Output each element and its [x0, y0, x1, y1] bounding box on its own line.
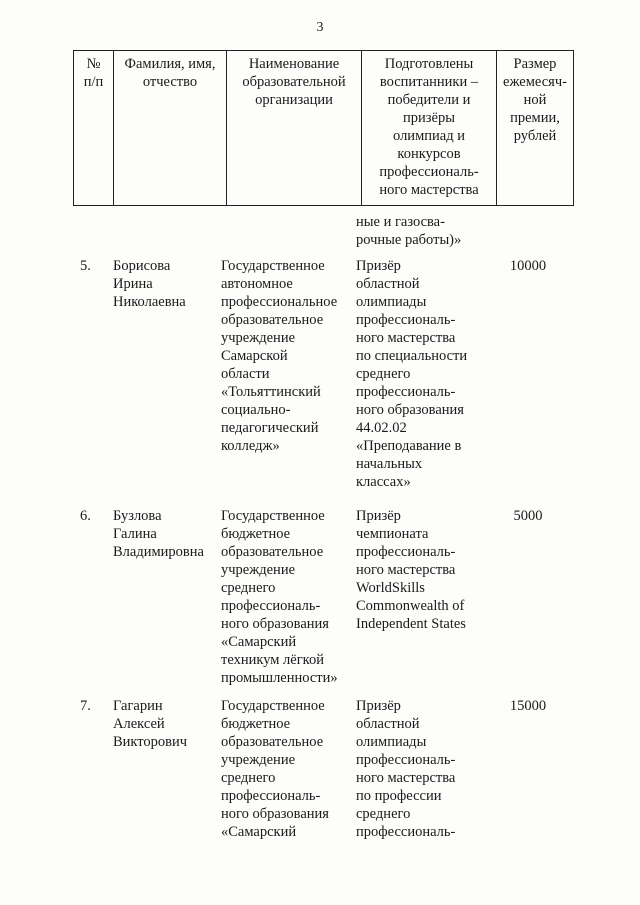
row-achievement: Призёр областной олимпиады профессиональ- ного мастерства по специальности среднего профессиональ- ного образования 44.02.02 «Преподавание в начальных классах» — [356, 258, 468, 490]
row-achievement: Призёр чемпионата профессиональ- ного мастерства WorldSkills Commonwealth of Independent States — [356, 508, 466, 632]
row-organization: Государственное бюджетное образовательное учреждение среднего профессиональ- ного образования «Самарский — [221, 698, 329, 840]
row-name: Гагарин Алексей Викторович — [113, 698, 188, 750]
header-organization: Наименование образовательной организации — [227, 51, 362, 206]
row-organization: Государственное бюджетное образовательное учреждение среднего профессиональ- ного образования «Самарский техникум лёгкой промышленности» — [221, 508, 338, 686]
row-prize: 10000 — [509, 258, 547, 274]
row-name: Бузлова Галина Владимировна — [113, 508, 204, 560]
header-achievement: Подготовлены воспитанники – победители и призёры олимпиад и конкурсов профессиональ- ного мастерства — [362, 51, 497, 206]
row-achievement: Призёр областной олимпиады профессиональ- ного мастерства по профессии среднего профессиональ- — [356, 698, 456, 840]
row-num: 7. — [80, 698, 91, 714]
header-name: Фамилия, имя, отчество — [114, 51, 227, 206]
continuation-text: ные и газосва- рочные работы)» — [356, 214, 462, 248]
header-num: № п/п — [74, 51, 114, 206]
row-prize: 5000 — [513, 508, 543, 524]
row-num: 5. — [80, 258, 91, 274]
row-num: 6. — [80, 508, 91, 524]
row-name: Борисова Ирина Николаевна — [113, 258, 186, 310]
page-number: 3 — [316, 20, 324, 35]
table-header — [73, 50, 574, 206]
row-prize: 15000 — [509, 698, 547, 714]
header-prize: Размер ежемесяч- ной премии, рублей — [497, 51, 574, 206]
row-organization: Государственное автономное профессиональное образовательное учреждение Самарской области «Тольяттинский социально- педагогический колледж» — [221, 258, 338, 454]
